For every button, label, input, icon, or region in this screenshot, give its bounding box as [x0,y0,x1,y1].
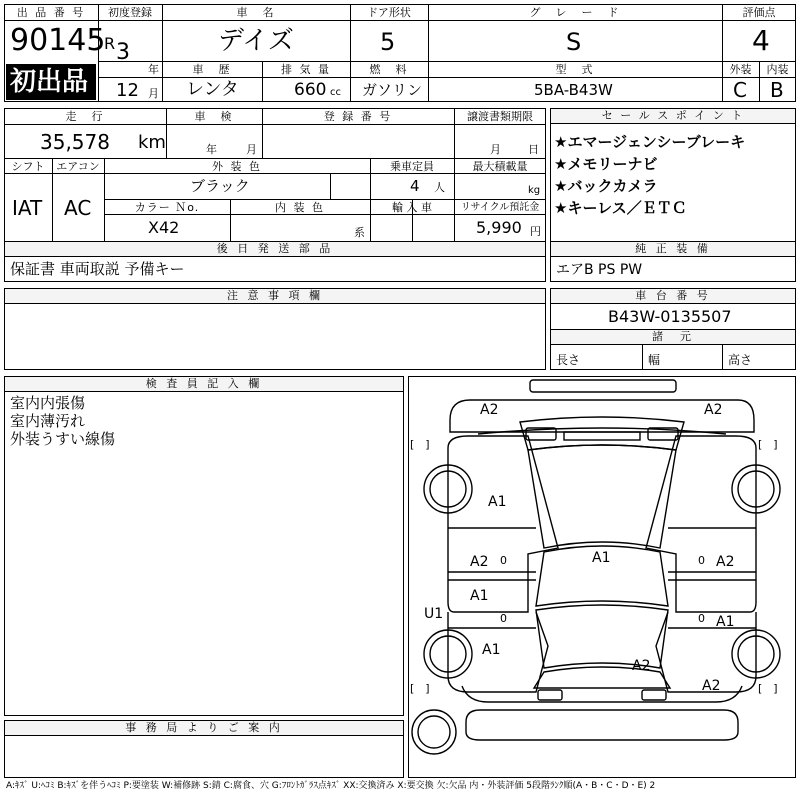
interior-value: B [770,78,784,102]
mark-a1-rear-door-left: A1 [470,588,489,604]
genuine-value: エアB PS PW [556,262,643,278]
ext-color-value: ブラック [190,177,250,195]
inspector-note-1: 室内内張傷 [10,394,86,412]
car-name-label: 車 名 [236,6,276,19]
width-label: 幅 [648,353,661,367]
series-unit: 系 [354,226,365,239]
bracket-left-bottom: [ ] [410,682,430,695]
mark-u1-side: U1 [424,606,444,622]
bracket-left-top: [ ] [410,438,430,451]
displacement-value: 660 [294,80,327,100]
dimensions-label: 諸 元 [551,330,795,345]
cc-unit: cc [330,87,341,98]
mark-a1-rear-door-right: A1 [716,614,735,630]
first-reg-label: 初度登録 [108,6,152,19]
chassis-label: 車 台 番 号 [551,289,795,304]
capacity-label: 乗車定員 [390,160,434,173]
car-name-value: デイズ [218,26,294,56]
first-reg-month: 12 [116,80,139,101]
inspection-label: 車 検 [194,110,234,123]
mark-a2-trunk: A2 [632,658,651,674]
color-no-value: X42 [148,218,180,237]
genuine-label: 純 正 装 備 [551,242,795,257]
fuel-value: ガソリン [362,81,423,99]
int-color-label: 内 装 色 [275,201,325,214]
lot-no-label: 出 品 番 号 [16,6,86,19]
bracket-right-bottom: [ ] [758,682,778,695]
history-value: レンタ [186,79,239,100]
vehicle-info-frame [4,108,546,242]
score-value: 4 [752,24,770,57]
inspector-note-2: 室内薄汚れ [10,412,86,430]
fuel-label: 燃 料 [369,63,409,76]
mark-a2-front-right: A2 [704,402,723,418]
aircon-value: AC [64,196,92,220]
aircon-label: エアコン [56,160,100,173]
length-label: 長さ [556,353,581,367]
import-label: 輸 入 車 [392,201,432,214]
zero-left-rear: 0 [500,612,507,625]
mark-a1-fender: A1 [488,494,507,510]
mileage-value: 35,578 [40,130,110,154]
zero-left-front: 0 [500,554,507,567]
person-unit: 人 [434,181,445,194]
displacement-label: 排 気 量 [281,63,331,76]
door-value: 5 [380,28,396,56]
mark-a2-door-left: A2 [470,554,489,570]
chassis-value: B43W-0135507 [608,307,732,326]
color-no-label: カラー Ｎo. [134,201,200,214]
history-label: 車 歴 [192,63,232,76]
shift-value: IAT [12,196,43,220]
max-load-label: 最大積載量 [472,160,528,173]
sales-point-1: ★エマージェンシーブレーキ [554,133,746,151]
shift-label: シフト [11,160,45,173]
zero-right-front: 0 [698,554,705,567]
kg-unit: kg [528,185,541,196]
mark-a2-rear-right: A2 [702,678,721,694]
first-reg-year: 3 [116,40,130,65]
first-listing-text: 初出品 [10,67,89,97]
score-label: 評価点 [742,6,776,19]
transfer-day-unit: 日 [528,143,539,156]
sales-point-4: ★キーレス／ＥＴＣ [554,199,687,217]
later-parts-label: 後 日 発 送 部 品 [5,242,545,257]
sales-point-2: ★メモリーナビ [554,155,658,173]
reg-no-label: 登 録 番 号 [323,110,393,123]
sales-point-3: ★バックカメラ [554,177,658,195]
year-unit: 年 [148,63,159,76]
month-unit: 月 [148,87,159,100]
era-prefix: R [104,34,116,53]
inspection-month-unit: 月 [246,143,257,156]
grade-label: グ レ ー ド [529,6,621,19]
transfer-month-unit: 月 [490,143,501,156]
model-type-value: 5BA-B43W [534,81,613,99]
recycle-label: リサイクル預託金 [460,202,540,213]
mark-a1-quarter: A1 [482,642,501,658]
inspector-label: 検 査 員 記 入 欄 [5,377,403,392]
later-parts-value: 保証書 車両取説 予備キー [10,260,185,278]
recycle-value: 5,990 [476,218,522,237]
lot-no-value: 90145 [10,23,106,58]
legend: A:ｷｽﾞ U:ﾍｺﾐ B:ｷｽﾞを伴うﾍｺﾐ P:要塗装 W:補修跡 S:錆 C:腐食、穴 G:ﾌﾛﾝﾄｶﾞﾗｽ点ｷｽﾞ XX:交換済み X:要交換 欠:欠品 内・外装評価 5段階ﾗﾝｸ順(A・B・C・D・E) 2 [6,781,656,791]
height-label: 高さ [728,353,753,367]
zero-right-rear: 0 [698,612,705,625]
mileage-label: 走 行 [65,110,105,123]
yen-unit: 円 [530,225,541,238]
model-type-label: 型 式 [555,63,595,76]
car-diagram [408,376,796,778]
ext-color-label: 外 装 色 [212,160,262,173]
exterior-label: 外装 [729,63,752,76]
grade-value: S [566,28,582,56]
sales-points-label: セ ー ル ス ポ イ ン ト [551,109,795,124]
km-unit: km [138,132,166,153]
exterior-value: C [733,78,747,102]
door-label: ドア形状 [367,6,411,19]
mark-a2-door-right: A2 [716,554,735,570]
inspection-year-unit: 年 [206,143,217,156]
office-label: 事 務 局 よ り ご 案 内 [5,721,403,736]
interior-label: 内装 [766,63,789,76]
capacity-value: 4 [410,177,420,195]
bracket-right-top: [ ] [758,438,778,451]
notes-label: 注 意 事 項 欄 [5,289,545,304]
mark-a2-front-left: A2 [480,402,499,418]
inspector-note-3: 外装うすい線傷 [10,430,116,448]
mark-a1-roof: A1 [592,550,611,566]
transfer-label: 譲渡書類期限 [467,110,533,123]
